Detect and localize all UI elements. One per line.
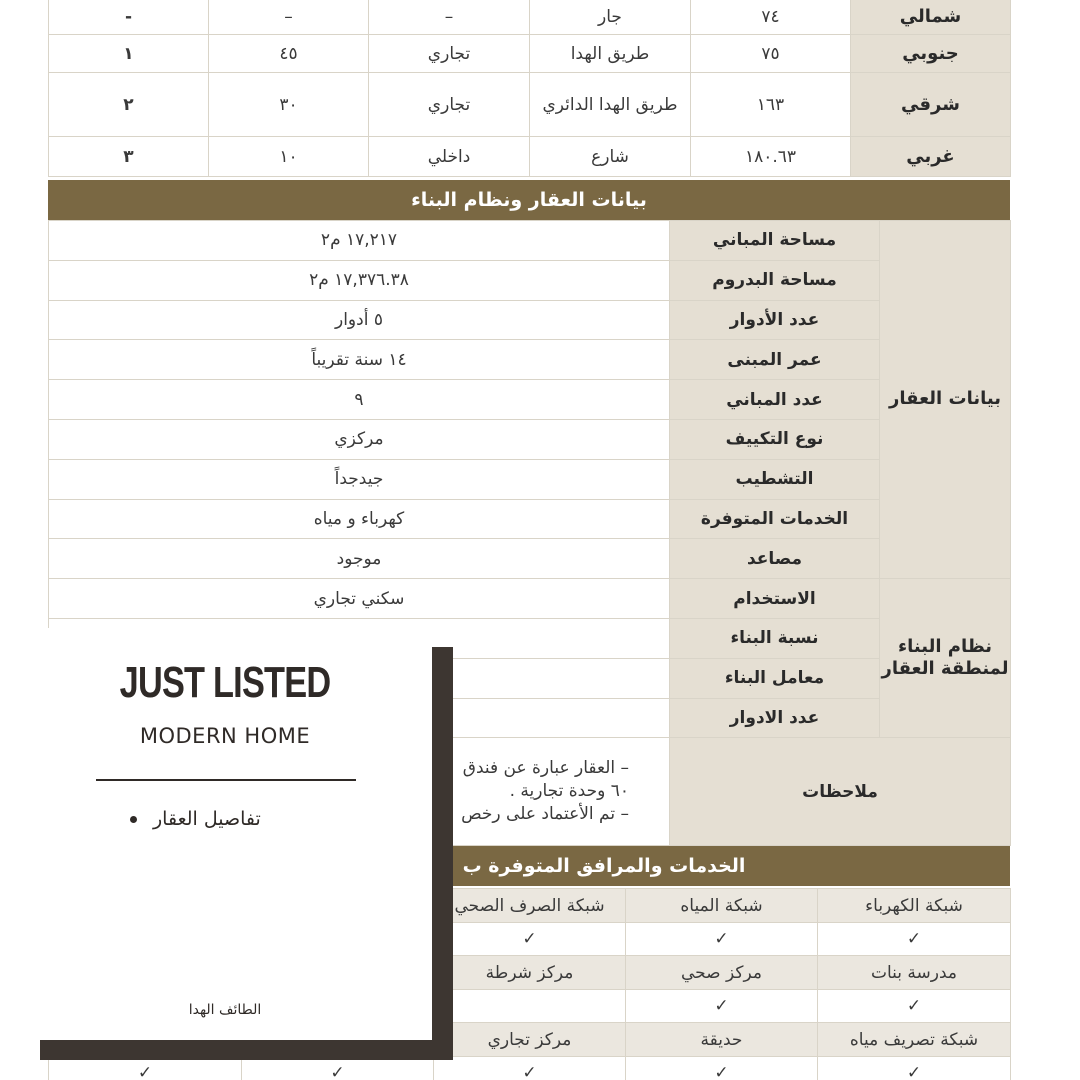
section-header-property: بيانات العقار ونظام البناء <box>48 180 1010 220</box>
property-value: كهرباء و مياه <box>49 499 670 539</box>
border-length: ١٨٠.٦٣ <box>691 137 851 177</box>
property-row <box>49 579 1011 619</box>
service-name: مركز شرطة <box>434 956 626 990</box>
property-label: نسبة البناء <box>670 618 880 658</box>
property-row <box>49 499 1011 539</box>
section-services-title: الخدمات والمرافق المتوفرة ب <box>462 855 746 877</box>
property-row <box>49 221 1011 261</box>
border-side: شمالي <box>851 0 1011 35</box>
property-value: جيدجداً <box>49 459 670 499</box>
border-neighbor: طريق الهدا <box>530 35 691 73</box>
note-line: ٦٠ وحدة تجارية . <box>509 781 629 802</box>
property-row <box>49 380 1011 420</box>
service-check: ✓ <box>818 923 1011 956</box>
building-group-label: نظام البناء لمنطقة العقار <box>880 579 1011 738</box>
border-street-width: – <box>209 0 369 35</box>
border-neighbor: جار <box>530 0 691 35</box>
border-length: ٧٥ <box>691 35 851 73</box>
property-value: موجود <box>49 539 670 579</box>
property-value: ١٧,٢١٧ م٢ <box>49 221 670 261</box>
border-neighbor: شارع <box>530 137 691 177</box>
card-divider <box>96 779 356 781</box>
property-label: مساحة البدروم <box>670 260 880 300</box>
service-name: حديقة <box>626 1023 818 1057</box>
card-accent-bar <box>432 647 453 1060</box>
border-neighbor: طريق الهدا الدائري <box>530 73 691 137</box>
bullet-label: تفاصيل العقار <box>153 808 261 830</box>
note-line: – العقار عبارة عن فندق <box>462 758 629 779</box>
border-count: ٢ <box>49 73 209 137</box>
service-check: ✓ <box>626 923 818 956</box>
service-name: شبكة الصرف الصحي <box>434 889 626 923</box>
border-street-type: تجاري <box>369 73 530 137</box>
property-value: ٥ أدوار <box>49 300 670 340</box>
border-side: غربي <box>851 137 1011 177</box>
property-row <box>49 340 1011 380</box>
border-side: جنوبي <box>851 35 1011 73</box>
service-name: شبكة تصريف مياه <box>818 1023 1011 1057</box>
border-row <box>49 137 1011 177</box>
border-length: ٧٤ <box>691 0 851 35</box>
service-name: شبكة المياه <box>626 889 818 923</box>
property-label: عدد المباني <box>670 380 880 420</box>
listing-location: الطائف الهدا <box>188 1002 262 1018</box>
border-street-type: داخلي <box>369 137 530 177</box>
property-row <box>49 539 1011 579</box>
property-row <box>49 300 1011 340</box>
border-street-width: ٤٥ <box>209 35 369 73</box>
property-value: ١٧,٣٧٦.٣٨ م٢ <box>49 260 670 300</box>
property-label: مساحة المباني <box>670 221 880 261</box>
border-street-width: ١٠ <box>209 137 369 177</box>
property-label: عمر المبنى <box>670 340 880 380</box>
property-value: سكني تجاري <box>49 579 670 619</box>
property-label: عدد الأدوار <box>670 300 880 340</box>
property-label: الخدمات المتوفرة <box>670 499 880 539</box>
property-label: التشطيب <box>670 459 880 499</box>
listing-subheadline: MODERN HOME <box>139 724 311 748</box>
border-street-type: تجاري <box>369 35 530 73</box>
card-accent-base <box>40 1040 452 1060</box>
border-count: - <box>49 0 209 35</box>
property-row <box>49 260 1011 300</box>
border-count: ٣ <box>49 137 209 177</box>
notes-label: ملاحظات <box>670 738 1011 846</box>
property-group-label: بيانات العقار <box>880 221 1011 579</box>
service-check: ✓ <box>626 990 818 1023</box>
border-length: ١٦٣ <box>691 73 851 137</box>
border-street-type: – <box>369 0 530 35</box>
property-label: معامل البناء <box>670 658 880 698</box>
service-name: مركز صحي <box>626 956 818 990</box>
service-check: ✓ <box>626 1057 818 1080</box>
service-check: ✓ <box>49 1057 242 1080</box>
border-side: شرقي <box>851 73 1011 137</box>
service-name: مركز تجاري <box>434 1023 626 1057</box>
border-count: ١ <box>49 35 209 73</box>
property-value: ٩ <box>49 380 670 420</box>
property-row <box>49 419 1011 459</box>
borders-table <box>48 0 1011 177</box>
service-check <box>434 990 626 1023</box>
service-check: ✓ <box>434 1057 626 1080</box>
property-value: مركزي <box>49 419 670 459</box>
property-row <box>49 459 1011 499</box>
border-row <box>49 35 1011 73</box>
listing-headline: JUST LISTED <box>119 658 331 707</box>
border-row <box>49 0 1011 35</box>
border-row <box>49 73 1011 137</box>
bullet-icon <box>130 816 137 823</box>
property-label: الاستخدام <box>670 579 880 619</box>
property-label: عدد الادوار <box>670 698 880 738</box>
note-line: – تم الأعتماد على رخص <box>461 804 629 825</box>
service-name: شبكة الكهرباء <box>818 889 1011 923</box>
property-label: مصاعد <box>670 539 880 579</box>
property-value: ١٤ سنة تقريباً <box>49 340 670 380</box>
service-check: ✓ <box>242 1057 434 1080</box>
card-bullet-item <box>130 808 261 830</box>
services-row <box>49 1057 1011 1080</box>
property-label: نوع التكييف <box>670 419 880 459</box>
service-check: ✓ <box>434 923 626 956</box>
service-check: ✓ <box>818 1057 1011 1080</box>
border-street-width: ٣٠ <box>209 73 369 137</box>
listing-card <box>0 628 432 1040</box>
service-check: ✓ <box>818 990 1011 1023</box>
service-name: مدرسة بنات <box>818 956 1011 990</box>
